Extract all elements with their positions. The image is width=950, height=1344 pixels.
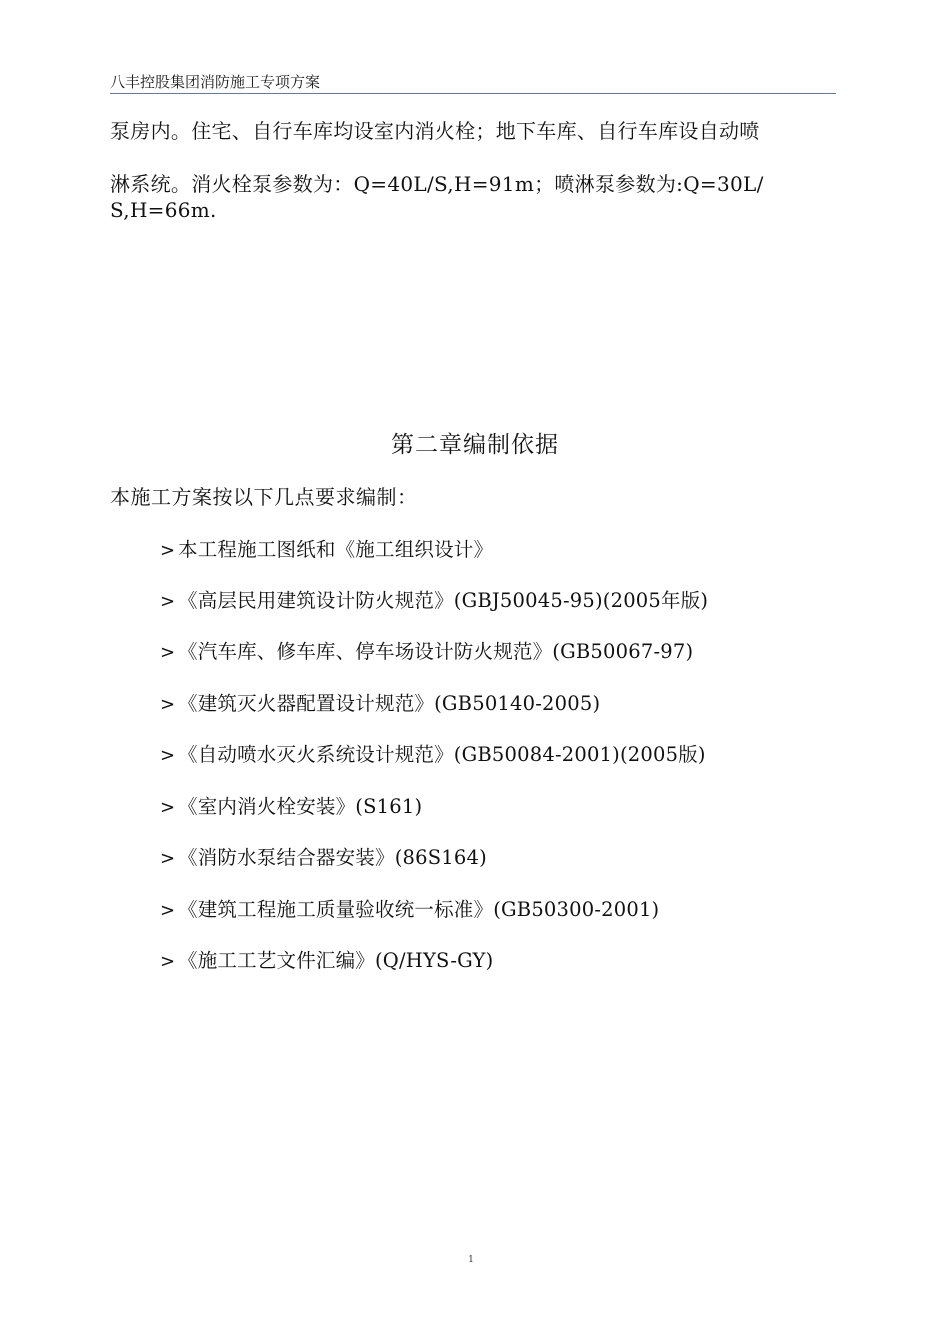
- reference-item: [160, 948, 493, 975]
- bullet-marker: >: [160, 642, 176, 663]
- body-text-line: S,H=66m.: [110, 198, 217, 222]
- reference-text: 《汽车库、修车库、停车场设计防火规范》(GB50067-97): [178, 640, 694, 663]
- chapter-title: 第二章编制依据: [391, 432, 559, 458]
- reference-text: 《室内消火栓安装》(S161): [178, 795, 423, 818]
- reference-item: [160, 588, 708, 615]
- bullet-marker: >: [160, 797, 176, 818]
- body-text-line: 淋系统。消火栓泵参数为：Q=40L/S,H=91m；喷淋泵参数为:Q=30L/: [110, 172, 764, 196]
- bullet-marker: >: [160, 591, 176, 612]
- reference-text: 《消防水泵结合器安装》(86S164): [178, 846, 487, 869]
- reference-text: 《施工工艺文件汇编》(Q/HYS-GY): [178, 949, 494, 972]
- reference-item: [160, 537, 493, 564]
- bullet-marker: >: [160, 745, 176, 766]
- header-title: 八丰控股集团消防施工专项方案: [110, 73, 321, 91]
- reference-text: 《建筑灭火器配置设计规范》(GB50140-2005): [178, 692, 601, 715]
- reference-item: [160, 897, 659, 924]
- reference-item: [160, 845, 487, 872]
- chapter-intro: 本施工方案按以下几点要求编制：: [110, 485, 418, 509]
- page-number: 1: [468, 1255, 474, 1265]
- reference-item: [160, 639, 693, 666]
- reference-item: [160, 691, 600, 718]
- reference-item: [160, 794, 422, 821]
- bullet-marker: >: [160, 848, 176, 869]
- reference-text: 《自动喷水灭火系统设计规范》(GB50084-2001)(2005版): [178, 743, 706, 766]
- reference-text: 《高层民用建筑设计防火规范》(GBJ50045-95)(2005年版): [178, 589, 709, 612]
- page-header: [110, 73, 836, 94]
- reference-item: [160, 742, 706, 769]
- body-text-line: 泵房内。住宅、自行车库均设室内消火栓；地下车库、自行车库设自动喷: [110, 119, 760, 143]
- bullet-marker: >: [160, 951, 176, 972]
- reference-text: 本工程施工图纸和《施工组织设计》: [178, 538, 494, 561]
- reference-text: 《建筑工程施工质量验收统一标准》(GB50300-2001): [178, 898, 660, 921]
- bullet-marker: >: [160, 540, 176, 561]
- bullet-marker: >: [160, 900, 176, 921]
- bullet-marker: >: [160, 694, 176, 715]
